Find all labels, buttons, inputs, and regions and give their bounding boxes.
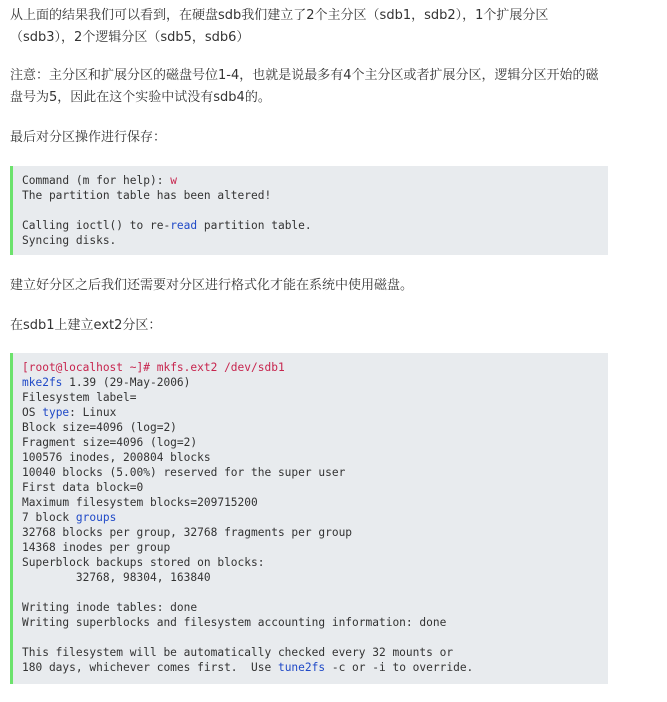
code-line: This filesystem will be automatically checked every 32 mounts or	[22, 646, 454, 659]
shell-prompt: [root@localhost ~]#	[22, 361, 150, 374]
code-block-fdisk-save	[10, 166, 608, 255]
code-text: 1.39 (29-May-2006)	[62, 376, 191, 389]
paragraph-ext2-intro: 在sdb1上建立ext2分区：	[10, 318, 162, 333]
code-line: Block size=4096 (log=2)	[22, 421, 177, 434]
code-line	[22, 375, 608, 390]
code-text: Command (m for help):	[22, 174, 171, 187]
code-line: Maximum filesystem blocks=209715200	[22, 496, 258, 509]
code-line: Writing superblocks and filesystem accounting information: done	[22, 616, 447, 629]
code-text: Calling ioctl() to re-	[22, 219, 171, 232]
code-line	[22, 218, 608, 233]
code-line: 10040 blocks (5.00%) reserved for the super user	[22, 466, 346, 479]
paragraph-format-intro: 建立好分区之后我们还需要对分区进行格式化才能在系统中使用磁盘。	[10, 278, 414, 293]
code-line: 14368 inodes per group	[22, 541, 171, 554]
code-line: 32768 blocks per group, 32768 fragments per group	[22, 526, 353, 539]
code-keyword: type	[42, 406, 70, 419]
code-text: 180 days, whichever comes first. Use	[22, 661, 278, 674]
code-line	[22, 405, 608, 420]
paragraph-note: 注意：主分区和扩展分区的磁盘号位1-4，也就是说最多有4个主分区或者扩展分区，逻辑分区开始的磁盘号为5，因此在这个实验中试没有sdb4的。	[10, 68, 599, 105]
code-line-blank	[22, 585, 608, 600]
code-line	[22, 173, 608, 188]
paragraph-partition-result: 从上面的结果我们可以看到，在硬盘sdb我们建立了2个主分区（sdb1，sdb2），1个扩展分区（sdb3），2个逻辑分区（sdb5，sdb6）	[10, 8, 549, 45]
code-line: Syncing disks.	[22, 234, 117, 247]
code-text: 7 block	[22, 511, 76, 524]
code-text: OS	[22, 406, 43, 419]
paragraph-save-intro: 最后对分区操作进行保存：	[10, 130, 167, 145]
code-text: partition table.	[197, 219, 312, 232]
code-text: : Linux	[69, 406, 117, 419]
code-line: The partition table has been altered!	[22, 189, 272, 202]
code-keyword: mke2fs	[22, 376, 63, 389]
code-line: Writing inode tables: done	[22, 601, 198, 614]
code-line: Filesystem label=	[22, 391, 137, 404]
code-text: -c or -i to override.	[325, 661, 474, 674]
code-keyword: groups	[75, 511, 117, 524]
code-input: w	[170, 174, 177, 187]
code-line: First data block=0	[22, 481, 144, 494]
code-block-mkfs	[10, 353, 608, 684]
code-keyword: tune2fs	[277, 661, 326, 674]
code-line: 32768, 98304, 163840	[22, 571, 211, 584]
shell-command: mkfs.ext2 /dev/sdb1	[149, 361, 285, 374]
code-line-blank	[22, 203, 608, 218]
code-line: Fragment size=4096 (log=2)	[22, 436, 198, 449]
code-keyword: read	[170, 219, 198, 232]
code-line	[22, 660, 608, 675]
code-line	[22, 360, 608, 375]
code-line: Superblock backups stored on blocks:	[22, 556, 265, 569]
code-line	[22, 510, 608, 525]
code-line-blank	[22, 630, 608, 645]
code-line: 100576 inodes, 200804 blocks	[22, 451, 211, 464]
